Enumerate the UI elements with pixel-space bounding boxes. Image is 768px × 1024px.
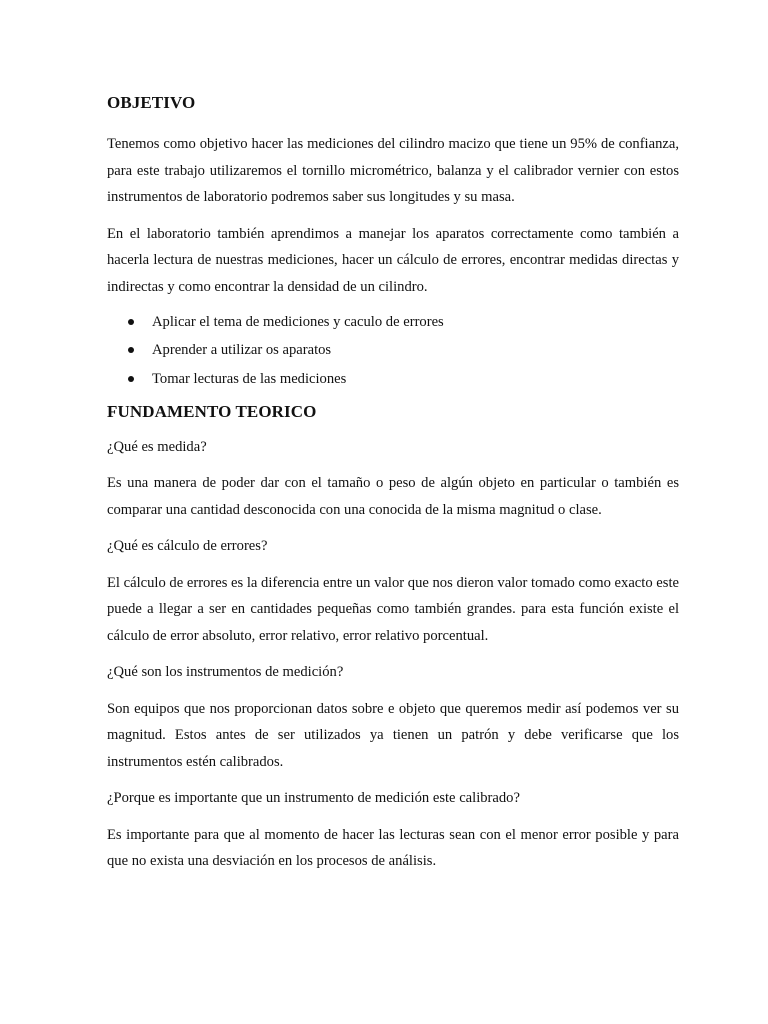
answer-calibrado: Es importante para que al momento de hacer las lecturas sean con el menor error posible y para que no exista una desviación en los procesos de análisis. bbox=[107, 826, 679, 870]
question-instrumentos: ¿Qué son los instrumentos de medición? bbox=[107, 664, 344, 681]
list-item-text: Tomar lecturas de las mediciones bbox=[152, 370, 347, 387]
question-medida: ¿Qué es medida? bbox=[107, 438, 207, 455]
list-item-text: Aplicar el tema de mediciones y caculo de errores bbox=[152, 314, 444, 330]
list-item bbox=[107, 336, 679, 364]
list-item-text: Aprender a utilizar os aparatos bbox=[152, 342, 332, 359]
list-item bbox=[107, 308, 679, 336]
document-body bbox=[107, 92, 679, 885]
objetivo-bullet-list bbox=[107, 308, 679, 393]
bullet-icon bbox=[128, 319, 134, 325]
answer-instrumentos: Son equipos que nos proporcionan datos sobre e objeto que queremos medir así podemos ver su magnitud. Estos antes de ser utilizados ya tienen un patrón y debe verificarse que los instrumentos estén calibrados. bbox=[107, 700, 679, 770]
heading-objetivo: OBJETIVO bbox=[107, 93, 196, 112]
objetivo-paragraph-1: Tenemos como objetivo hacer las mediciones del cilindro macizo que tiene un 95% de confianza, para este trabajo utilizaremos el tornillo micrométrico, balanza y el calibrador vernier con estos instrumentos de laboratorio podremos saber sus longitudes y su masa. bbox=[107, 136, 679, 205]
bullet-icon bbox=[128, 347, 134, 353]
question-calibrado: ¿Porque es importante que un instrumento de medición este calibrado? bbox=[107, 790, 520, 807]
answer-calculo-errores: El cálculo de errores es la diferencia entre un valor que nos dieron valor tomado como exacto este puede a llegar a ser en cantidades pequeñas como también grandes. para esta función existe el cálculo de error absoluto, error relativo, error relativo porcentual. bbox=[107, 574, 679, 644]
heading-fundamento-teorico: FUNDAMENTO TEORICO bbox=[107, 401, 317, 421]
question-calculo-errores: ¿Qué es cálculo de errores? bbox=[107, 538, 268, 555]
bullet-icon bbox=[128, 376, 134, 382]
list-item bbox=[107, 365, 679, 393]
objetivo-paragraph-2: En el laboratorio también aprendimos a manejar los aparatos correctamente como también a hacerla lectura de nuestras mediciones, hacer un cálculo de errores, encontrar medidas directas y indirectas y como encontrar la densidad de un cilindro. bbox=[107, 225, 679, 295]
answer-medida: Es una manera de poder dar con el tamaño o peso de algún objeto en particular o también es comparar una cantidad desconocida con una conocida de la misma magnitud o clase. bbox=[107, 475, 679, 518]
